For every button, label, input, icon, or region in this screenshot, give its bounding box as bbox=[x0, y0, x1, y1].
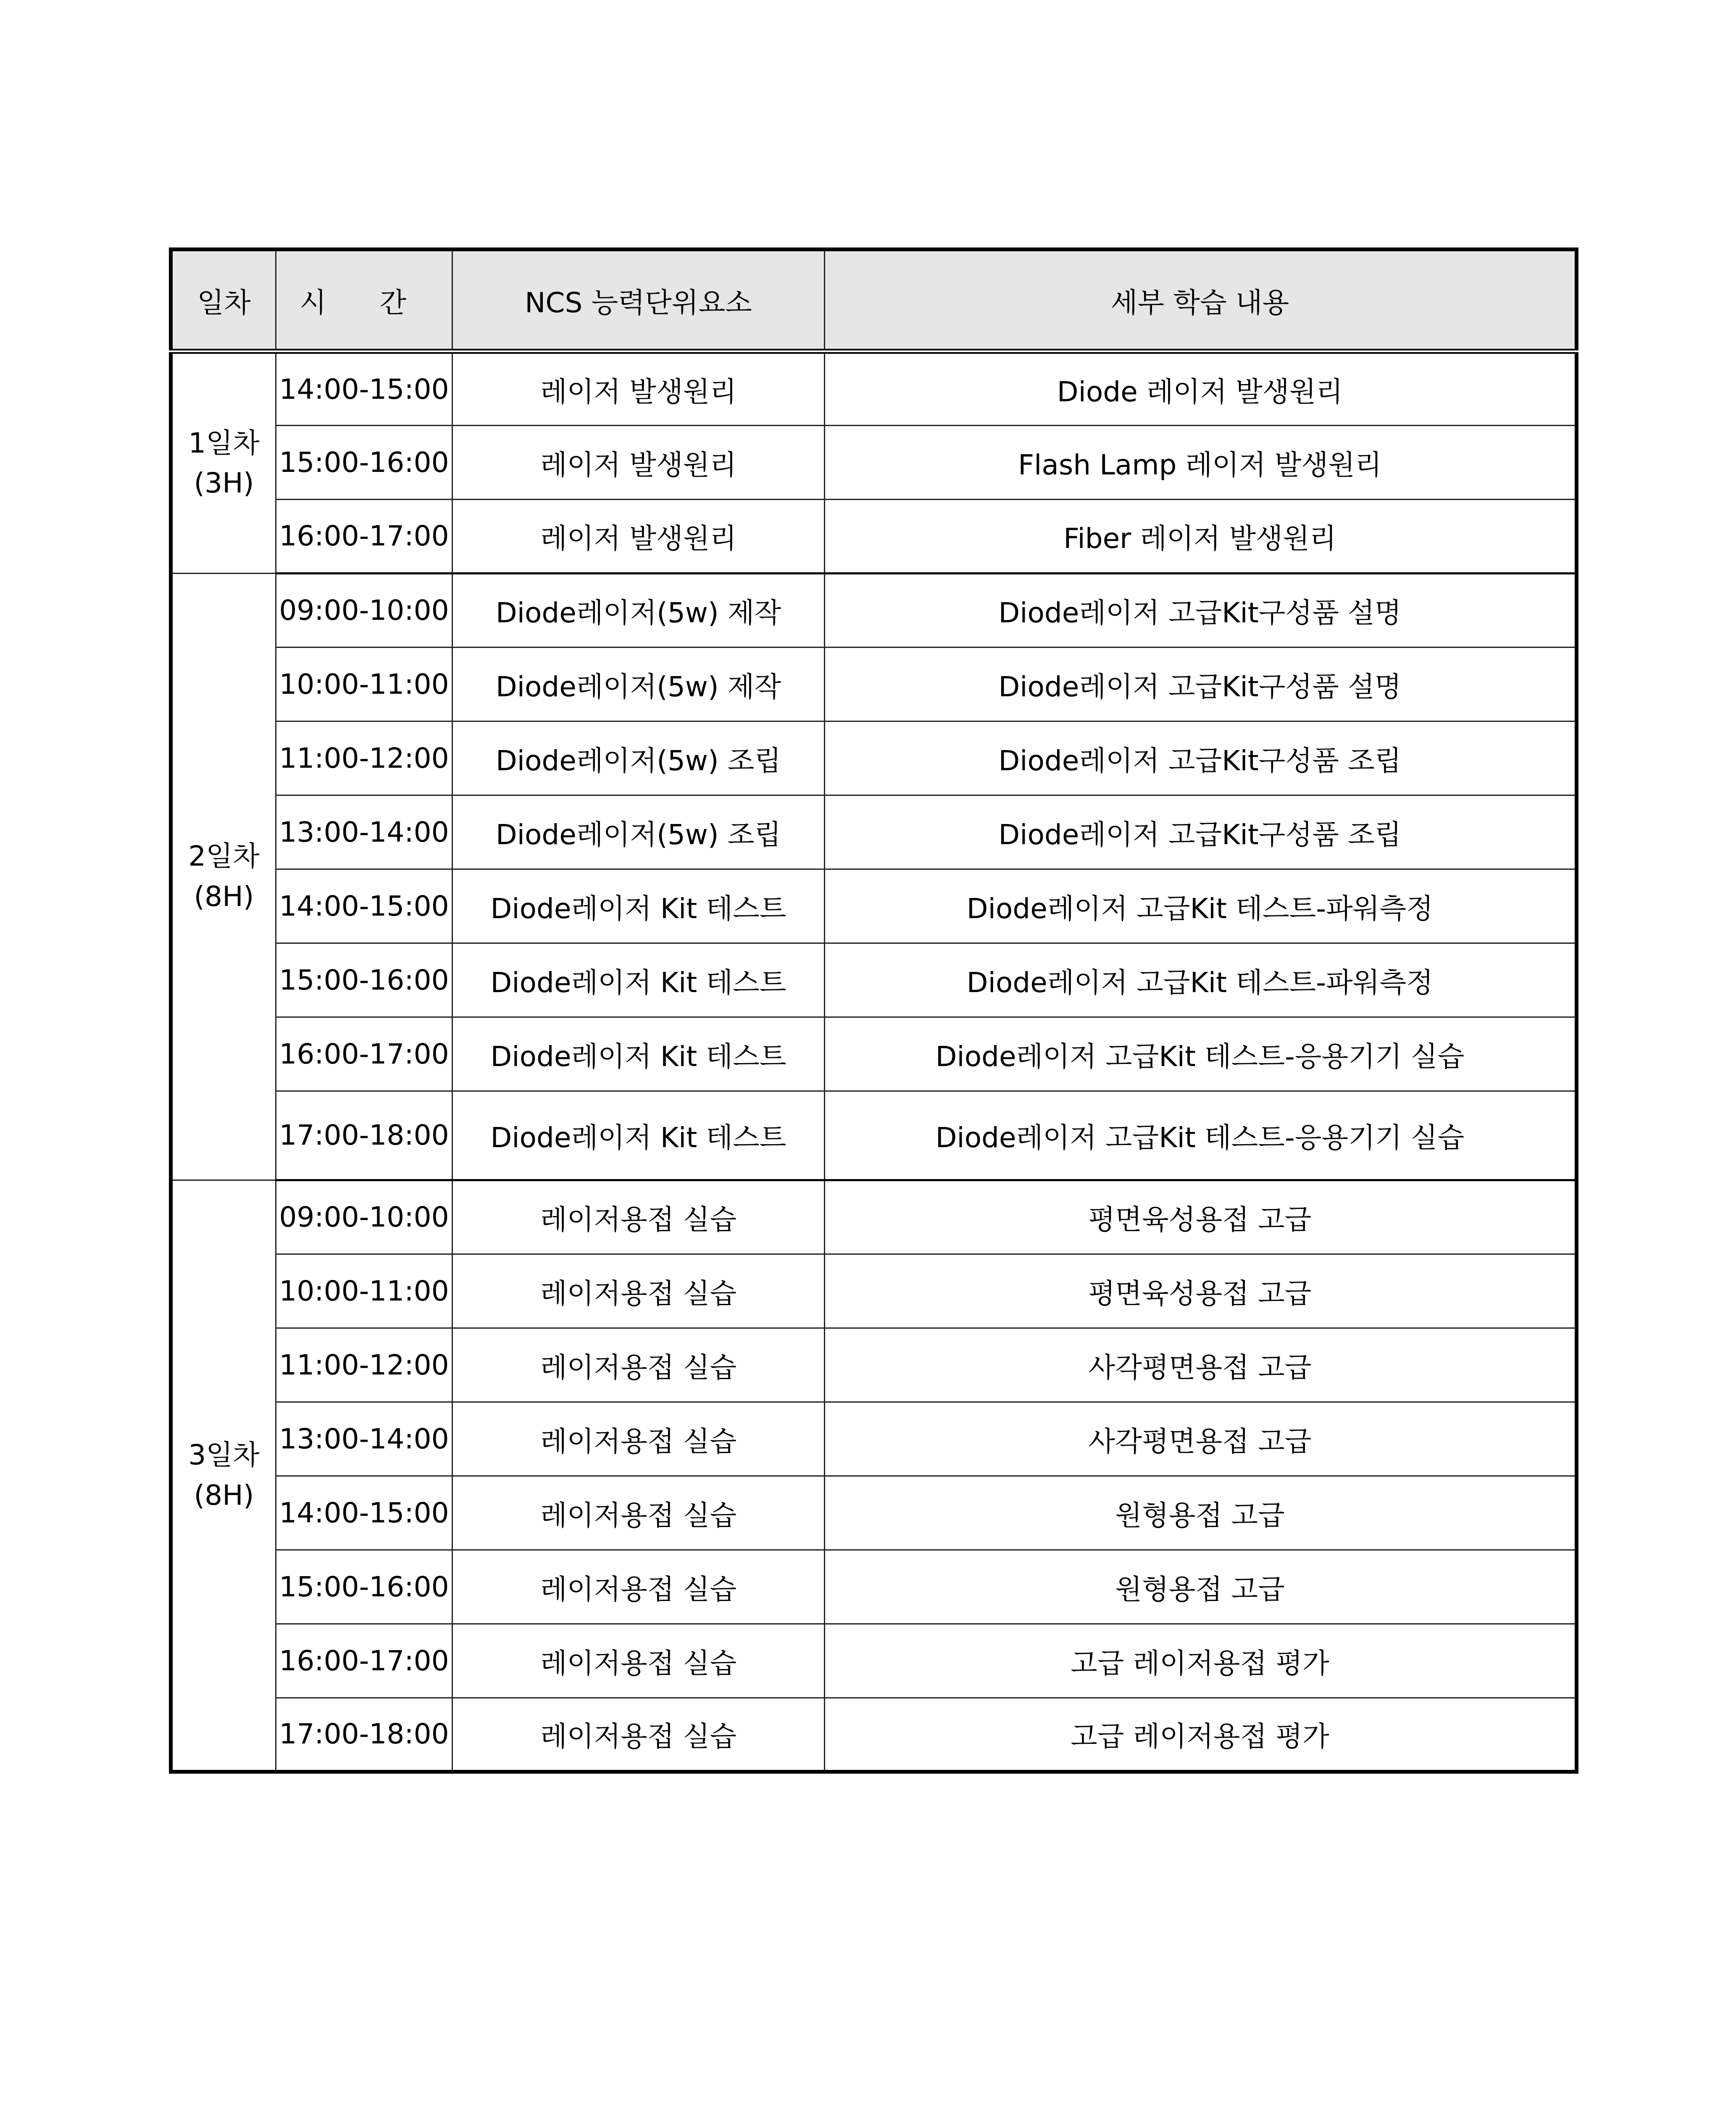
time-cell: 14:00-15:00 bbox=[276, 351, 452, 425]
table-row bbox=[171, 425, 1577, 499]
detail-cell: 원형용접 고급 bbox=[825, 1476, 1577, 1550]
time-cell: 15:00-16:00 bbox=[276, 943, 452, 1017]
time-cell: 09:00-10:00 bbox=[276, 1180, 452, 1254]
table-row bbox=[171, 943, 1577, 1017]
day-hours: (3H) bbox=[194, 467, 254, 500]
table-row bbox=[171, 1698, 1577, 1772]
day-cell-2 bbox=[171, 573, 276, 1180]
table-row bbox=[171, 573, 1577, 647]
time-cell: 15:00-16:00 bbox=[276, 1550, 452, 1624]
header-detail: 세부 학습 내용 bbox=[825, 250, 1577, 352]
detail-cell: Diode레이저 고급Kit구성품 조립 bbox=[825, 721, 1577, 795]
ncs-cell: 레이저 발생원리 bbox=[452, 499, 825, 573]
detail-cell: Diode 레이저 발생원리 bbox=[825, 351, 1577, 425]
day-label: 2일차 bbox=[188, 840, 260, 873]
time-cell: 09:00-10:00 bbox=[276, 573, 452, 647]
time-cell: 13:00-14:00 bbox=[276, 795, 452, 869]
detail-cell: 고급 레이저용접 평가 bbox=[825, 1698, 1577, 1772]
schedule-table bbox=[169, 247, 1578, 1774]
time-cell: 14:00-15:00 bbox=[276, 1476, 452, 1550]
table-row bbox=[171, 499, 1577, 573]
ncs-cell: 레이저 발생원리 bbox=[452, 425, 825, 499]
detail-cell: Diode레이저 고급Kit구성품 설명 bbox=[825, 573, 1577, 647]
table-row bbox=[171, 1624, 1577, 1698]
ncs-cell: Diode레이저(5w) 제작 bbox=[452, 573, 825, 647]
table-row bbox=[171, 1550, 1577, 1624]
detail-cell: 사각평면용접 고급 bbox=[825, 1328, 1577, 1402]
detail-cell: Fiber 레이저 발생원리 bbox=[825, 499, 1577, 573]
ncs-cell: Diode레이저 Kit 테스트 bbox=[452, 943, 825, 1017]
day-cell-3 bbox=[171, 1180, 276, 1772]
ncs-cell: 레이저용접 실습 bbox=[452, 1624, 825, 1698]
time-cell: 10:00-11:00 bbox=[276, 1254, 452, 1328]
detail-cell: Diode레이저 고급Kit 테스트-파워측정 bbox=[825, 869, 1577, 943]
day-hours: (8H) bbox=[194, 1479, 254, 1511]
ncs-cell: Diode레이저(5w) 제작 bbox=[452, 647, 825, 721]
ncs-cell: 레이저용접 실습 bbox=[452, 1254, 825, 1328]
detail-cell: 원형용접 고급 bbox=[825, 1550, 1577, 1624]
detail-cell: 사각평면용접 고급 bbox=[825, 1402, 1577, 1476]
table-row bbox=[171, 647, 1577, 721]
time-cell: 16:00-17:00 bbox=[276, 1017, 452, 1091]
ncs-cell: Diode레이저 Kit 테스트 bbox=[452, 869, 825, 943]
header-ncs: NCS 능력단위요소 bbox=[452, 250, 825, 352]
ncs-cell: 레이저용접 실습 bbox=[452, 1180, 825, 1254]
table-row bbox=[171, 1180, 1577, 1254]
time-cell: 17:00-18:00 bbox=[276, 1091, 452, 1180]
header-day: 일차 bbox=[171, 250, 276, 352]
time-cell: 11:00-12:00 bbox=[276, 721, 452, 795]
ncs-cell: 레이저용접 실습 bbox=[452, 1328, 825, 1402]
ncs-cell: Diode레이저 Kit 테스트 bbox=[452, 1017, 825, 1091]
table-row bbox=[171, 1017, 1577, 1091]
ncs-cell: 레이저용접 실습 bbox=[452, 1402, 825, 1476]
detail-cell: Diode레이저 고급Kit 테스트-응용기기 실습 bbox=[825, 1091, 1577, 1180]
table-row bbox=[171, 351, 1577, 425]
table-row bbox=[171, 1091, 1577, 1180]
time-cell: 16:00-17:00 bbox=[276, 1624, 452, 1698]
detail-cell: Diode레이저 고급Kit구성품 조립 bbox=[825, 795, 1577, 869]
table-row bbox=[171, 721, 1577, 795]
detail-cell: 고급 레이저용접 평가 bbox=[825, 1624, 1577, 1698]
header-time: 시 간 bbox=[276, 250, 452, 352]
table-row bbox=[171, 1476, 1577, 1550]
time-cell: 10:00-11:00 bbox=[276, 647, 452, 721]
day-hours: (8H) bbox=[194, 880, 254, 913]
ncs-cell: Diode레이저 Kit 테스트 bbox=[452, 1091, 825, 1180]
detail-cell: Diode레이저 고급Kit구성품 설명 bbox=[825, 647, 1577, 721]
day-label: 3일차 bbox=[188, 1438, 260, 1471]
time-cell: 17:00-18:00 bbox=[276, 1698, 452, 1772]
time-cell: 16:00-17:00 bbox=[276, 499, 452, 573]
detail-cell: Diode레이저 고급Kit 테스트-파워측정 bbox=[825, 943, 1577, 1017]
ncs-cell: 레이저용접 실습 bbox=[452, 1698, 825, 1772]
time-cell: 11:00-12:00 bbox=[276, 1328, 452, 1402]
time-cell: 13:00-14:00 bbox=[276, 1402, 452, 1476]
ncs-cell: Diode레이저(5w) 조립 bbox=[452, 795, 825, 869]
table-row bbox=[171, 795, 1577, 869]
table-row bbox=[171, 1402, 1577, 1476]
table-row bbox=[171, 1328, 1577, 1402]
ncs-cell: 레이저용접 실습 bbox=[452, 1550, 825, 1624]
table-row bbox=[171, 869, 1577, 943]
detail-cell: 평면육성용접 고급 bbox=[825, 1180, 1577, 1254]
ncs-cell: 레이저용접 실습 bbox=[452, 1476, 825, 1550]
ncs-cell: Diode레이저(5w) 조립 bbox=[452, 721, 825, 795]
ncs-cell: 레이저 발생원리 bbox=[452, 351, 825, 425]
time-cell: 14:00-15:00 bbox=[276, 869, 452, 943]
day-cell-1 bbox=[171, 351, 276, 573]
header-row bbox=[171, 250, 1577, 352]
detail-cell: Flash Lamp 레이저 발생원리 bbox=[825, 425, 1577, 499]
table-row bbox=[171, 1254, 1577, 1328]
detail-cell: 평면육성용접 고급 bbox=[825, 1254, 1577, 1328]
time-cell: 15:00-16:00 bbox=[276, 425, 452, 499]
day-label: 1일차 bbox=[188, 427, 260, 459]
detail-cell: Diode레이저 고급Kit 테스트-응용기기 실습 bbox=[825, 1017, 1577, 1091]
